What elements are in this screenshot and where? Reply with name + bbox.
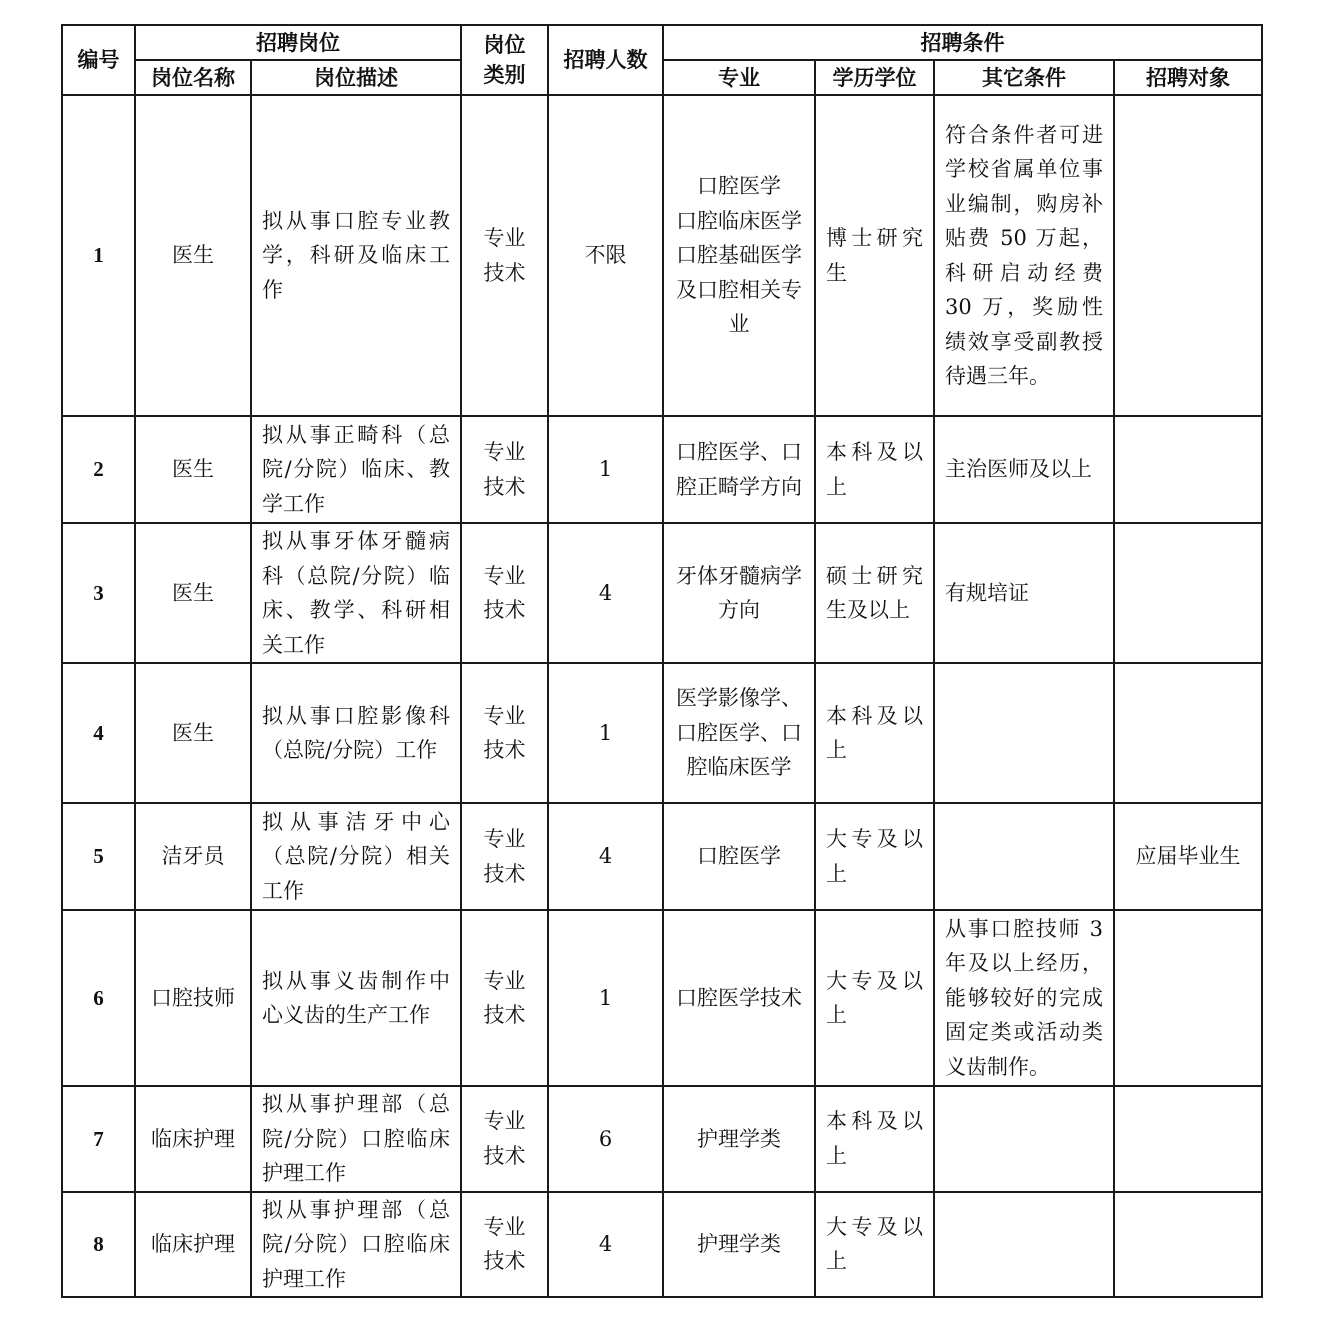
header-name: 岗位名称: [135, 60, 251, 95]
header-desc: 岗位描述: [251, 60, 461, 95]
cell-other: [934, 803, 1114, 910]
table-row: [62, 95, 1262, 416]
cell-position-desc: 拟从事口腔专业教学，科研及临床工作: [251, 95, 461, 416]
cell-major: 护理学类: [663, 1086, 815, 1192]
cell-category: 专业 技术: [461, 663, 548, 803]
header-education: 学历学位: [815, 60, 934, 95]
cell-position-name: 口腔技师: [135, 910, 251, 1086]
header-conditions-group: 招聘条件: [663, 25, 1262, 60]
cell-target: [1114, 1192, 1262, 1298]
table-row: [62, 1086, 1262, 1192]
cell-category: 专业 技术: [461, 523, 548, 663]
cell-no: 3: [62, 523, 135, 663]
cell-major: 口腔医学技术: [663, 910, 815, 1086]
table-row: [62, 416, 1262, 523]
cell-position-desc: 拟从事义齿制作中心义齿的生产工作: [251, 910, 461, 1086]
cell-other: 符合条件者可进学校省属单位事业编制，购房补贴费 50 万起，科研启动经费 30 万，奖励性绩效享受副教授待遇三年。: [934, 95, 1114, 416]
cell-major: 护理学类: [663, 1192, 815, 1298]
header-major: 专业: [663, 60, 815, 95]
cell-position-desc: 拟从事护理部（总院/分院）口腔临床护理工作: [251, 1192, 461, 1298]
cell-target: [1114, 1086, 1262, 1192]
cell-count: 1: [548, 416, 663, 523]
cell-major: 口腔医学: [663, 803, 815, 910]
table-row: [62, 523, 1262, 663]
recruitment-table-sheet: [61, 24, 1263, 1298]
cell-position-desc: 拟从事正畸科（总院/分院）临床、教学工作: [251, 416, 461, 523]
cell-education: 本科及以上: [815, 663, 934, 803]
cell-no: 7: [62, 1086, 135, 1192]
header-other: 其它条件: [934, 60, 1114, 95]
cell-position-desc: 拟从事洁牙中心（总院/分院）相关工作: [251, 803, 461, 910]
cell-position-name: 医生: [135, 663, 251, 803]
cell-position-desc: 拟从事口腔影像科（总院/分院）工作: [251, 663, 461, 803]
cell-count: 不限: [548, 95, 663, 416]
header-position-group: 招聘岗位: [135, 25, 461, 60]
cell-count: 4: [548, 803, 663, 910]
cell-major: 口腔医学 口腔临床医学 口腔基础医学及口腔相关专业: [663, 95, 815, 416]
cell-category: 专业 技术: [461, 1086, 548, 1192]
cell-target: [1114, 95, 1262, 416]
cell-education: 硕士研究生及以上: [815, 523, 934, 663]
cell-position-name: 医生: [135, 416, 251, 523]
cell-target: [1114, 663, 1262, 803]
cell-count: 4: [548, 1192, 663, 1298]
cell-target: [1114, 523, 1262, 663]
cell-no: 2: [62, 416, 135, 523]
cell-education: 大专及以上: [815, 910, 934, 1086]
cell-count: 1: [548, 910, 663, 1086]
table-row: [62, 1192, 1262, 1298]
cell-position-desc: 拟从事护理部（总院/分院）口腔临床护理工作: [251, 1086, 461, 1192]
cell-education: 大专及以上: [815, 1192, 934, 1298]
cell-count: 1: [548, 663, 663, 803]
cell-position-name: 临床护理: [135, 1192, 251, 1298]
cell-other: 有规培证: [934, 523, 1114, 663]
cell-position-desc: 拟从事牙体牙髓病科（总院/分院）临床、教学、科研相关工作: [251, 523, 461, 663]
cell-no: 1: [62, 95, 135, 416]
table-row: [62, 803, 1262, 910]
cell-category: 专业 技术: [461, 910, 548, 1086]
cell-target: 应届毕业生: [1114, 803, 1262, 910]
cell-position-name: 医生: [135, 523, 251, 663]
cell-count: 6: [548, 1086, 663, 1192]
table-body: [62, 95, 1262, 1297]
header-target: 招聘对象: [1114, 60, 1262, 95]
cell-other: 主治医师及以上: [934, 416, 1114, 523]
cell-other: [934, 1192, 1114, 1298]
cell-position-name: 洁牙员: [135, 803, 251, 910]
cell-major: 医学影像学、口腔医学、口腔临床医学: [663, 663, 815, 803]
cell-other: [934, 1086, 1114, 1192]
cell-education: 大专及以上: [815, 803, 934, 910]
cell-category: 专业 技术: [461, 95, 548, 416]
cell-education: 本科及以上: [815, 416, 934, 523]
header-count: 招聘人数: [548, 25, 663, 95]
cell-other: [934, 663, 1114, 803]
cell-category: 专业 技术: [461, 1192, 548, 1298]
cell-education: 博士研究生: [815, 95, 934, 416]
cell-no: 8: [62, 1192, 135, 1298]
cell-no: 4: [62, 663, 135, 803]
cell-target: [1114, 416, 1262, 523]
cell-no: 6: [62, 910, 135, 1086]
cell-category: 专业 技术: [461, 803, 548, 910]
header-category: 岗位 类别: [461, 25, 548, 95]
cell-education: 本科及以上: [815, 1086, 934, 1192]
cell-target: [1114, 910, 1262, 1086]
cell-major: 口腔医学、口腔正畸学方向: [663, 416, 815, 523]
cell-no: 5: [62, 803, 135, 910]
cell-position-name: 医生: [135, 95, 251, 416]
cell-major: 牙体牙髓病学方向: [663, 523, 815, 663]
cell-position-name: 临床护理: [135, 1086, 251, 1192]
table-row: [62, 910, 1262, 1086]
cell-category: 专业 技术: [461, 416, 548, 523]
cell-count: 4: [548, 523, 663, 663]
table-row: [62, 663, 1262, 803]
cell-other: 从事口腔技师 3 年及以上经历，能够较好的完成固定类或活动类义齿制作。: [934, 910, 1114, 1086]
header-no: 编号: [62, 25, 135, 95]
recruitment-table: [61, 24, 1263, 1298]
